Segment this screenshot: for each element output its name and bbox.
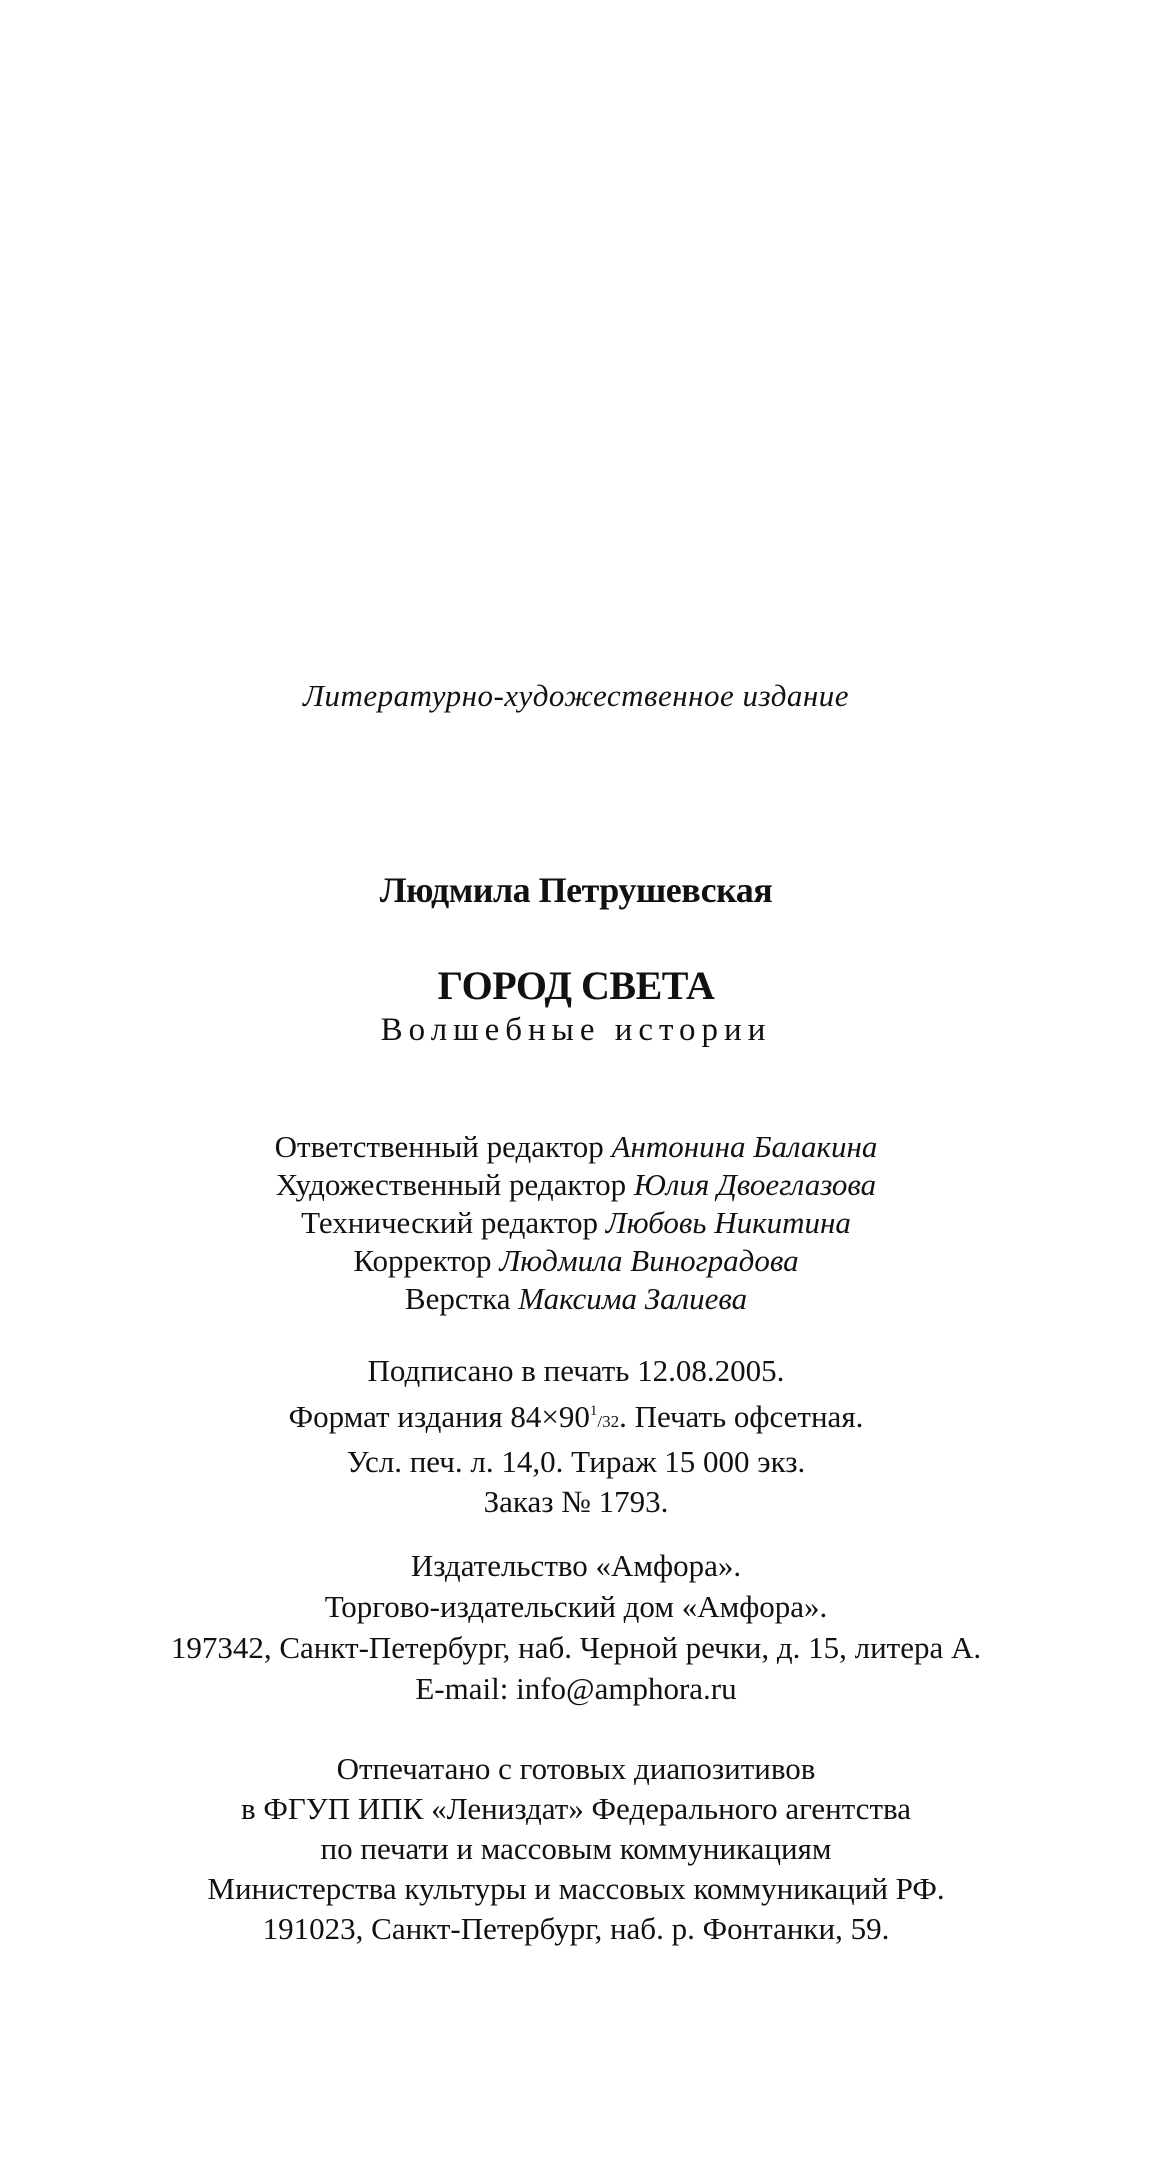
print-format <box>0 1391 1152 1442</box>
book-subtitle <box>0 1012 1152 1049</box>
credit-role: Ответственный редактор <box>274 1129 604 1164</box>
credit-line <box>0 1242 1152 1280</box>
printer-line: по печати и массовым коммуникациям <box>320 1831 832 1866</box>
credit-role: Верстка <box>404 1281 511 1316</box>
publisher-name: Издательство «Амфора». <box>410 1548 742 1583</box>
credit-role: Технический редактор <box>301 1205 598 1240</box>
edition-type-text: Литературно-художественное издание <box>302 678 850 713</box>
author-name <box>0 869 1152 911</box>
printer-line: Отпечатано с готовых диапозитивов <box>336 1751 816 1786</box>
order-number: Заказ № 1793. <box>483 1484 669 1519</box>
author-name-text: Людмила Петрушевская <box>379 870 773 910</box>
credit-name: Антонина Балакина <box>611 1129 878 1164</box>
book-title <box>0 962 1152 1009</box>
printer-info <box>0 1749 1152 1949</box>
signed-date: Подписано в печать 12.08.2005. <box>367 1353 785 1388</box>
book-subtitle-text: Волшебные истории <box>380 1012 772 1048</box>
credit-name: Людмила Виноградова <box>499 1243 799 1278</box>
format-numerator: 1 <box>589 1403 598 1419</box>
credit-name: Любовь Никитина <box>605 1205 851 1240</box>
credit-line <box>0 1166 1152 1204</box>
publisher-address: 197342, Санкт-Петербург, наб. Черной речки, д. 15, литера А. <box>170 1630 982 1665</box>
edition-type <box>0 678 1152 714</box>
printer-address: 191023, Санкт-Петербург, наб. р. Фонтанки, 59. <box>262 1911 890 1946</box>
credit-line <box>0 1128 1152 1166</box>
credit-line <box>0 1204 1152 1242</box>
format-slash: / <box>597 1412 603 1431</box>
format-suffix: . Печать офсетная. <box>619 1399 864 1434</box>
publisher-email: E-mail: info@amphora.ru <box>415 1671 737 1706</box>
book-title-text: ГОРОД СВЕТА <box>437 963 715 1008</box>
format-prefix: Формат издания 84×90 <box>288 1399 590 1434</box>
trading-house: Торгово-издательский дом «Амфора». <box>324 1589 828 1624</box>
credits-list <box>0 1128 1152 1318</box>
print-sheets: Усл. печ. л. 14,0. Тираж 15 000 экз. <box>346 1444 806 1479</box>
publisher-info <box>0 1545 1152 1709</box>
printer-line: Министерства культуры и массовых коммуникаций РФ. <box>207 1871 945 1906</box>
credit-name: Максима Залиева <box>518 1281 748 1316</box>
credit-role: Корректор <box>353 1243 492 1278</box>
credit-name: Юлия Двоеглазова <box>633 1167 877 1202</box>
format-denominator: 32 <box>602 1412 620 1431</box>
credit-role: Художественный редактор <box>275 1167 627 1202</box>
credit-line <box>0 1280 1152 1318</box>
printer-line: в ФГУП ИПК «Лениздат» Федерального агентства <box>241 1791 911 1826</box>
print-info <box>0 1351 1152 1522</box>
